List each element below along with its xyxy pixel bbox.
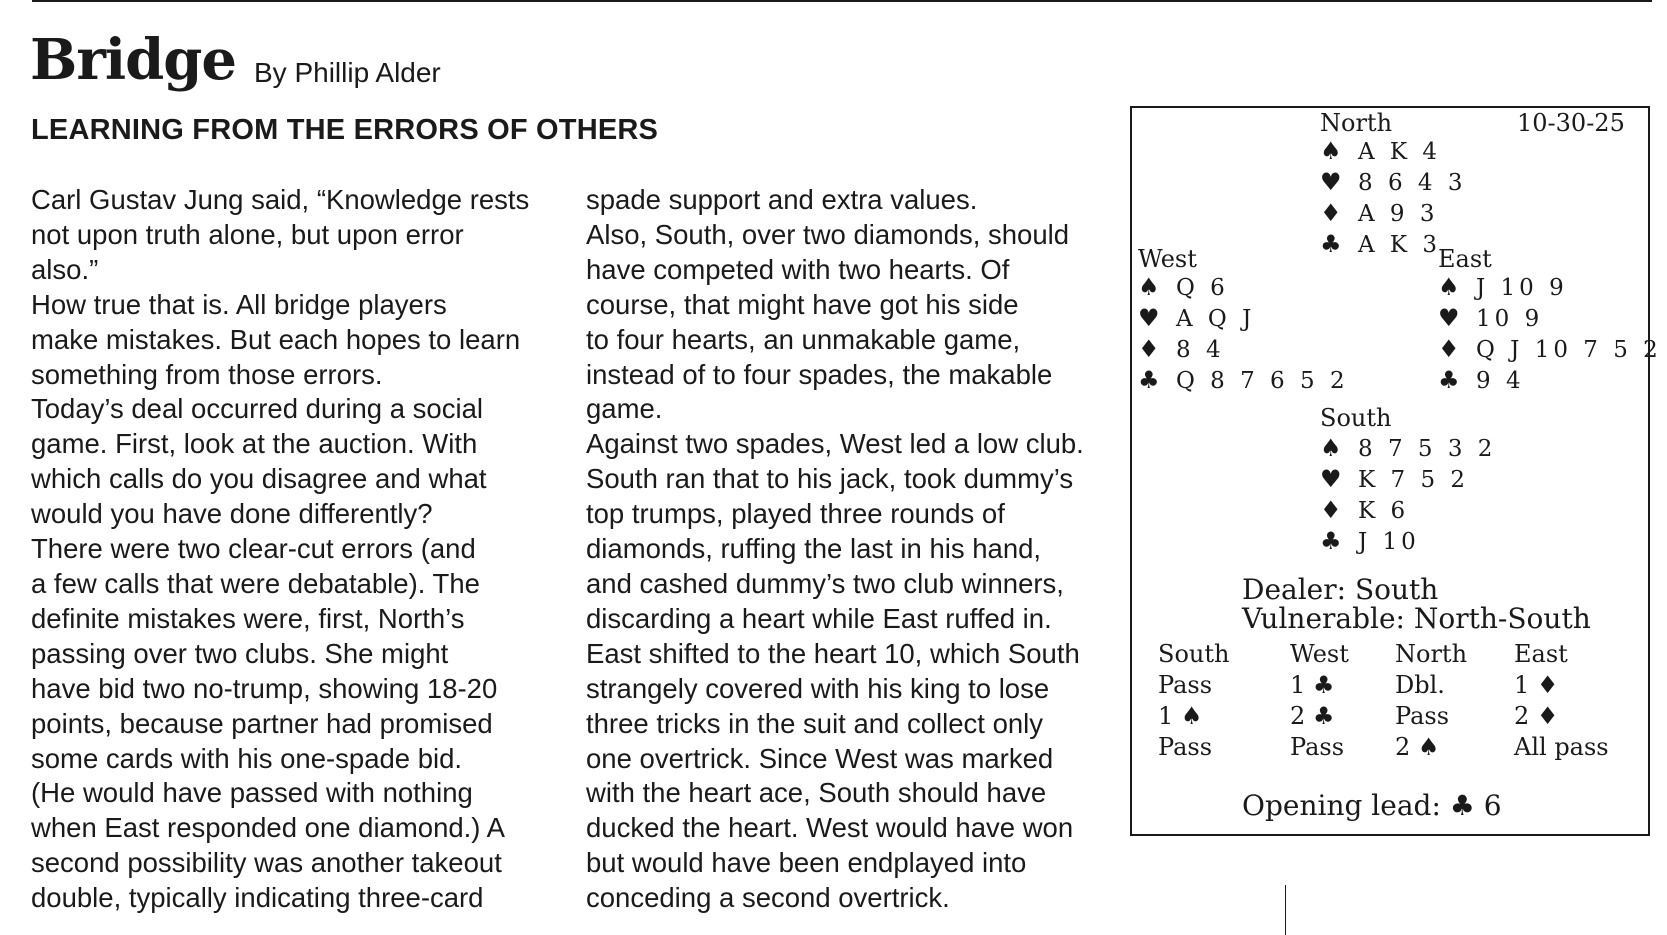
article-line: second possibility was another takeout [31,847,502,879]
east-label: East [1438,245,1492,273]
south-spades-cards: 8 7 5 3 2 [1358,436,1497,462]
opening-lead: Opening lead: ♣ 6 [1242,789,1502,822]
west-spades-row [1138,272,1349,303]
north-hearts-cards: 8 6 4 3 [1358,170,1467,196]
auction-col-north [1395,639,1467,763]
east-hearts-cards: 10 9 [1476,306,1544,332]
south-spades-row [1320,433,1496,464]
article-line: (He would have passed with nothing [31,777,473,809]
auction-call: Pass [1158,671,1213,699]
article-line: have competed with two hearts. Of [586,253,1010,285]
east-spades-row [1438,272,1662,303]
spade-icon: ♠ [1138,273,1160,301]
article-line: double, typically indicating three-card [31,882,484,914]
article-line: South ran that to his jack, took dummy’s [586,463,1074,495]
article-line: one overtrick. Since West was marked [586,742,1054,774]
article-line: to four hearts, an unmakable game, [586,323,1021,355]
article-line: and cashed dummy’s two club winners, [586,567,1064,599]
spade-icon: ♠ [1320,137,1342,165]
heart-icon: ♥ [1438,304,1460,332]
auction-header: North [1395,640,1468,668]
article-line: passing over two clubs. She might [31,637,449,669]
article-line: not upon truth alone, but upon error [31,218,464,250]
vulnerable-info: Vulnerable: North-South [1242,602,1591,635]
west-hand [1138,272,1349,396]
heart-icon: ♥ [1138,304,1160,332]
article-line: something from those errors. [31,358,383,390]
club-icon: ♣ [1438,366,1460,394]
article-line: course, that might have got his side [586,288,1019,320]
article-line: spade support and extra values. [586,184,978,215]
dealer-info: Dealer: South [1242,573,1439,606]
south-label: South [1320,404,1392,432]
north-spades-cards: A K 4 [1358,139,1442,165]
auction-call: Pass [1158,733,1213,761]
article-line: discarding a heart while East ruffed in. [586,602,1052,634]
auction-header: East [1514,640,1568,668]
headline: LEARNING FROM THE ERRORS OF OTHERS [31,114,659,146]
article-line: with the heart ace, South should have [586,777,1047,809]
east-diamonds-cards: Q J 10 7 5 2 [1476,337,1662,363]
south-hand [1320,433,1496,557]
article-line: Carl Gustav Jung said, “Knowledge rests [31,184,530,215]
auction-col-east [1514,639,1609,763]
top-rule [32,0,1652,2]
auction-call: 1 ♣ [1290,671,1335,699]
south-diamonds-cards: K 6 [1358,498,1410,524]
west-diamonds-cards: 8 4 [1176,337,1225,363]
auction-header: South [1158,640,1230,668]
west-hearts-cards: A Q J [1176,306,1256,332]
auction-call: 2 ♣ [1290,702,1335,730]
article-line: but would have been endplayed into [586,847,1027,879]
article-line: East shifted to the heart 10, which South [586,637,1080,669]
west-label: West [1138,245,1197,273]
west-spades-cards: Q 6 [1176,275,1229,301]
heart-icon: ♥ [1320,168,1342,196]
north-diamonds-row [1320,198,1466,229]
article-column-2 [586,183,1084,916]
article-line: definite mistakes were, first, North’s [31,602,465,634]
article-line: Against two spades, West led a low club. [586,428,1084,460]
auction-call: 1 ♠ [1158,702,1203,730]
article-line: game. First, look at the auction. With [31,428,478,460]
south-clubs-cards: J 10 [1358,529,1420,555]
auction-header: West [1290,640,1349,668]
auction-col-south [1158,639,1229,763]
club-icon: ♣ [1320,527,1342,555]
article-line: also.” [31,253,99,285]
article-line: top trumps, played three rounds of [586,498,1005,530]
article-line: There were two clear-cut errors (and [31,533,476,565]
article-line: three tricks in the suit and collect only [586,707,1044,739]
deal-date: 10-30-25 [1517,109,1625,137]
article-line: conceding a second overtrick. [586,882,950,914]
spade-icon: ♠ [1320,434,1342,462]
deal-diagram [1130,106,1662,836]
article-line: make mistakes. But each hopes to learn [31,323,521,355]
article-line: when East responded one diamond.) A [31,812,505,844]
north-hand [1320,136,1466,260]
west-clubs-row [1138,365,1349,396]
club-icon: ♣ [1138,366,1160,394]
article-line: game. [586,393,663,425]
south-diamonds-row [1320,495,1496,526]
diamond-icon: ♦ [1438,335,1460,363]
east-clubs-row [1438,365,1662,396]
article-line: strangely covered with his king to lose [586,672,1050,704]
article-line: which calls do you disagree and what [31,463,487,495]
north-clubs-cards: A K 3 [1358,232,1442,258]
east-spades-cards: J 10 9 [1476,275,1568,301]
article-line: would you have done differently? [31,498,433,530]
byline: By Phillip Alder [254,57,441,88]
diamond-icon: ♦ [1320,199,1342,227]
west-diamonds-row [1138,334,1349,365]
article-line: Also, South, over two diamonds, should [586,218,1070,250]
west-hearts-row [1138,303,1349,334]
article-line: instead of to four spades, the makable [586,358,1053,390]
auction-call: 1 ♦ [1514,671,1559,699]
east-hearts-row [1438,303,1662,334]
article-line: a few calls that were debatable). The [31,567,480,599]
heart-icon: ♥ [1320,465,1342,493]
article-line: How true that is. All bridge players [31,288,447,320]
auction-call: Pass [1395,702,1450,730]
auction-call: 2 ♠ [1395,733,1440,761]
article-column-1 [31,183,529,916]
auction-call: 2 ♦ [1514,702,1559,730]
diamond-icon: ♦ [1138,335,1160,363]
article-line: have bid two no-trump, showing 18-20 [31,672,498,704]
article-line: some cards with his one-spade bid. [31,742,463,774]
auction-col-west [1290,639,1349,763]
auction-call: Dbl. [1395,671,1445,699]
south-hearts-cards: K 7 5 2 [1358,467,1470,493]
east-clubs-cards: 9 4 [1476,368,1525,394]
north-hearts-row [1320,167,1466,198]
auction-call: All pass [1514,733,1609,761]
north-spades-row [1320,136,1466,167]
north-diamonds-cards: A 9 3 [1358,201,1439,227]
article-line: diamonds, ruffing the last in his hand, [586,533,1042,565]
south-hearts-row [1320,464,1496,495]
article-line: ducked the heart. West would have won [586,812,1074,844]
east-hand [1438,272,1662,396]
east-diamonds-row [1438,334,1662,365]
column-rule [1285,885,1286,935]
column-title: Bridge [30,27,237,93]
article-line: Today’s deal occurred during a social [31,393,483,425]
west-clubs-cards: Q 8 7 6 5 2 [1176,368,1349,394]
club-icon: ♣ [1320,230,1342,258]
north-label: North [1320,109,1393,137]
south-clubs-row [1320,526,1496,557]
auction-call: Pass [1290,733,1345,761]
diamond-icon: ♦ [1320,496,1342,524]
spade-icon: ♠ [1438,273,1460,301]
article-line: points, because partner had promised [31,707,493,739]
